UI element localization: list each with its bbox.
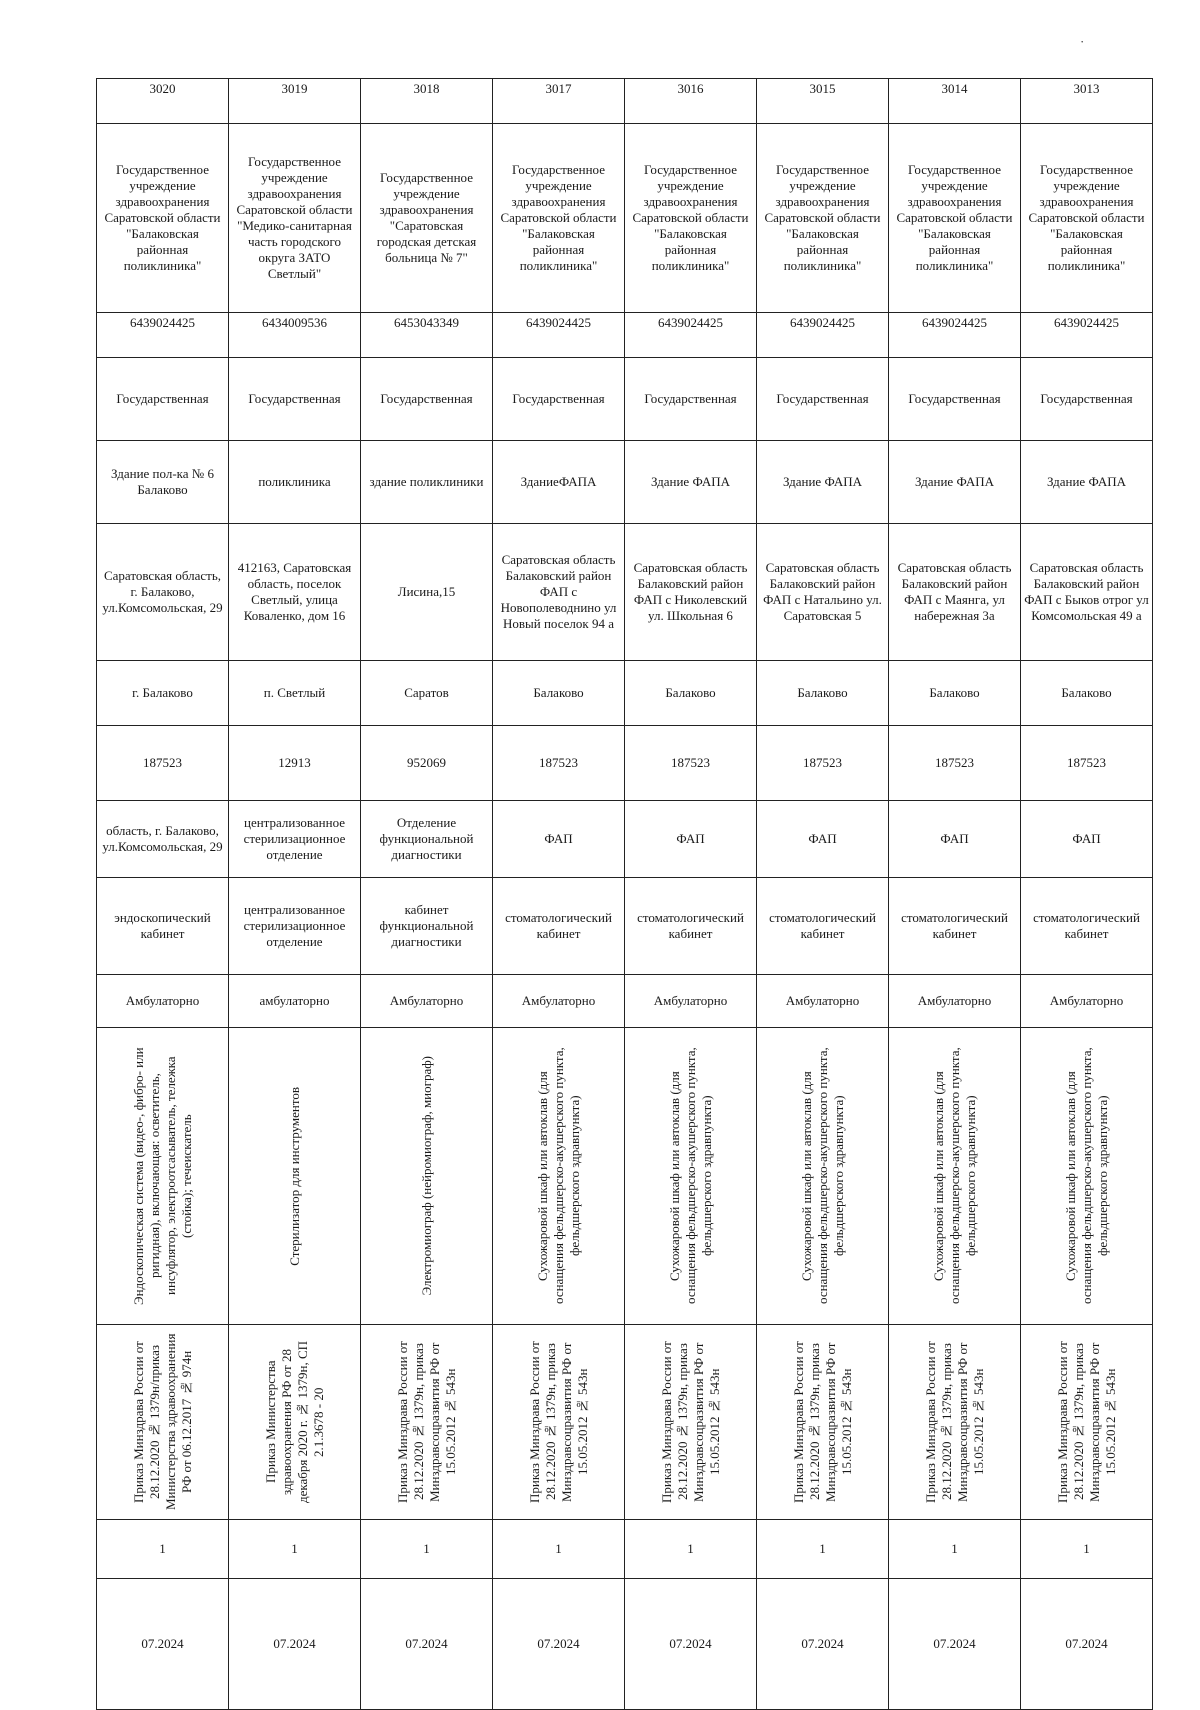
- rotated-text-wrapper: [232, 1327, 357, 1517]
- cell-settlement: г. Балаково: [97, 661, 229, 726]
- cell-address: Саратовская область Балаковский район ФАП с Натальино ул. Саратовская 5: [757, 524, 889, 661]
- cell-room: стоматологический кабинет: [757, 878, 889, 975]
- cell-quantity: 1: [361, 1520, 493, 1579]
- cell-text: Приказ Минздрава России от 28.12.2020 № 1379н, приказ Минздравсоцразвития РФ от 15.05.2012 № 543н: [922, 1341, 986, 1503]
- cell-inn: 6439024425: [757, 313, 889, 358]
- cell-ownership: Государственная: [493, 358, 625, 441]
- cell-text: Сухожаровой шкаф или автоклав (для оснащения фельдшерско-акушерского пункта, фельдшерского здравпункта): [534, 1047, 582, 1305]
- cell-equipment: [1021, 1028, 1153, 1325]
- cell-organization: Государственное учреждение здравоохранения Саратовской области "Балаковская районная поликлиника": [1021, 124, 1153, 313]
- cell-date: 07.2024: [97, 1579, 229, 1710]
- rotated-text-wrapper: [232, 1030, 357, 1322]
- cell-quantity: 1: [1021, 1520, 1153, 1579]
- cell-number: 3014: [889, 79, 1021, 124]
- rotated-text-wrapper: [760, 1030, 885, 1322]
- cell-text: Сухожаровой шкаф или автоклав (для оснащения фельдшерско-акушерского пункта, фельдшерского здравпункта): [930, 1047, 978, 1305]
- cell-care-type: Амбулаторно: [625, 975, 757, 1028]
- cell-number: 3013: [1021, 79, 1153, 124]
- cell-inn: 6434009536: [229, 313, 361, 358]
- cell-number: 3018: [361, 79, 493, 124]
- cell-settlement: Балаково: [1021, 661, 1153, 726]
- cell-text: Сухожаровой шкаф или автоклав (для оснащения фельдшерско-акушерского пункта, фельдшерского здравпункта): [666, 1047, 714, 1305]
- cell-text: Сухожаровой шкаф или автоклав (для оснащения фельдшерско-акушерского пункта, фельдшерского здравпункта): [1062, 1047, 1110, 1305]
- cell-text: Сухожаровой шкаф или автоклав (для оснащения фельдшерско-акушерского пункта, фельдшерского здравпункта): [798, 1047, 846, 1305]
- cell-building: ЗданиеФАПА: [493, 441, 625, 524]
- cell-population: 187523: [625, 726, 757, 801]
- cell-address: Саратовская область Балаковский район ФАП с Быков отрог ул Комсомольская 49 а: [1021, 524, 1153, 661]
- rotated-text-wrapper: [628, 1327, 753, 1517]
- cell-number: 3017: [493, 79, 625, 124]
- cell-regulation: [97, 1325, 229, 1520]
- cell-care-type: Амбулаторно: [493, 975, 625, 1028]
- table-row: [97, 124, 1153, 313]
- cell-inn: 6453043349: [361, 313, 493, 358]
- cell-settlement: Балаково: [493, 661, 625, 726]
- table-row: [97, 878, 1153, 975]
- cell-equipment: [757, 1028, 889, 1325]
- cell-population: 187523: [757, 726, 889, 801]
- cell-room: кабинет функциональной диагностики: [361, 878, 493, 975]
- cell-ownership: Государственная: [889, 358, 1021, 441]
- cell-inn: 6439024425: [493, 313, 625, 358]
- cell-population: 187523: [493, 726, 625, 801]
- cell-number: 3015: [757, 79, 889, 124]
- cell-room: стоматологический кабинет: [493, 878, 625, 975]
- cell-building: Здание пол-ка № 6 Балаково: [97, 441, 229, 524]
- cell-quantity: 1: [889, 1520, 1021, 1579]
- cell-text: Приказ Минздрава России от 28.12.2020 № 1379н, приказ Минздравсоцразвития РФ от 15.05.2012 № 543н: [1054, 1341, 1118, 1503]
- cell-ownership: Государственная: [1021, 358, 1153, 441]
- cell-inn: 6439024425: [625, 313, 757, 358]
- table-body: [97, 79, 1153, 1710]
- table-row: [97, 313, 1153, 358]
- cell-quantity: 1: [625, 1520, 757, 1579]
- rotated-text-wrapper: [496, 1030, 621, 1322]
- cell-quantity: 1: [493, 1520, 625, 1579]
- rotated-text-wrapper: [628, 1030, 753, 1322]
- cell-date: 07.2024: [493, 1579, 625, 1710]
- cell-text: Приказ Минздрава России от 28.12.2020 № 1379н, приказ Минздравсоцразвития РФ от 15.05.2012 № 543н: [394, 1341, 458, 1503]
- cell-ownership: Государственная: [97, 358, 229, 441]
- cell-equipment: [889, 1028, 1021, 1325]
- cell-date: 07.2024: [229, 1579, 361, 1710]
- cell-address: 412163, Саратовская область, поселок Светлый, улица Коваленко, дом 16: [229, 524, 361, 661]
- cell-address: Саратовская область Балаковский район ФАП с Николевский ул. Школьная 6: [625, 524, 757, 661]
- cell-building: поликлиника: [229, 441, 361, 524]
- cell-population: 12913: [229, 726, 361, 801]
- rotated-text-wrapper: [892, 1030, 1017, 1322]
- cell-organization: Государственное учреждение здравоохранения Саратовской области "Медико-санитарная часть городского округа ЗАТО Светлый": [229, 124, 361, 313]
- cell-number: 3020: [97, 79, 229, 124]
- cell-date: 07.2024: [889, 1579, 1021, 1710]
- cell-care-type: Амбулаторно: [1021, 975, 1153, 1028]
- cell-ownership: Государственная: [361, 358, 493, 441]
- cell-room: стоматологический кабинет: [625, 878, 757, 975]
- cell-department: ФАП: [1021, 801, 1153, 878]
- cell-regulation: [361, 1325, 493, 1520]
- cell-date: 07.2024: [625, 1579, 757, 1710]
- cell-quantity: 1: [97, 1520, 229, 1579]
- cell-settlement: Балаково: [757, 661, 889, 726]
- cell-ownership: Государственная: [625, 358, 757, 441]
- cell-room: стоматологический кабинет: [1021, 878, 1153, 975]
- table-row: [97, 524, 1153, 661]
- cell-quantity: 1: [757, 1520, 889, 1579]
- cell-text: Приказ Минздрава России от 28.12.2020 № 1379н, приказ Минздравсоцразвития РФ от 15.05.2012 № 543н: [658, 1341, 722, 1503]
- cell-care-type: Амбулаторно: [889, 975, 1021, 1028]
- cell-address: Лисина,15: [361, 524, 493, 661]
- equipment-table: [96, 78, 1153, 1710]
- table-row: [97, 358, 1153, 441]
- cell-regulation: [757, 1325, 889, 1520]
- cell-room: централизованное стерилизационное отделение: [229, 878, 361, 975]
- cell-text: Приказ Минздрава России от 28.12.2020 № 1379н, приказ Минздравсоцразвития РФ от 15.05.2012 № 543н: [526, 1341, 590, 1503]
- cell-building: Здание ФАПА: [1021, 441, 1153, 524]
- cell-ownership: Государственная: [229, 358, 361, 441]
- cell-equipment: [229, 1028, 361, 1325]
- table-row: [97, 726, 1153, 801]
- table-row: [97, 441, 1153, 524]
- cell-regulation: [625, 1325, 757, 1520]
- rotated-text-wrapper: [100, 1327, 225, 1517]
- cell-settlement: Балаково: [889, 661, 1021, 726]
- cell-settlement: Балаково: [625, 661, 757, 726]
- cell-department: ФАП: [493, 801, 625, 878]
- cell-number: 3016: [625, 79, 757, 124]
- cell-regulation: [889, 1325, 1021, 1520]
- cell-department: ФАП: [757, 801, 889, 878]
- cell-building: Здание ФАПА: [889, 441, 1021, 524]
- cell-date: 07.2024: [757, 1579, 889, 1710]
- cell-room: стоматологический кабинет: [889, 878, 1021, 975]
- cell-organization: Государственное учреждение здравоохранения Саратовской области "Балаковская районная поликлиника": [97, 124, 229, 313]
- cell-population: 952069: [361, 726, 493, 801]
- cell-population: 187523: [1021, 726, 1153, 801]
- cell-population: 187523: [97, 726, 229, 801]
- table-row: [97, 975, 1153, 1028]
- cell-organization: Государственное учреждение здравоохранения Саратовской области "Балаковская районная поликлиника": [889, 124, 1021, 313]
- cell-inn: 6439024425: [889, 313, 1021, 358]
- cell-inn: 6439024425: [1021, 313, 1153, 358]
- cell-building: Здание ФАПА: [625, 441, 757, 524]
- cell-department: область, г. Балаково, ул.Комсомольская, 29: [97, 801, 229, 878]
- cell-room: эндоскопический кабинет: [97, 878, 229, 975]
- cell-equipment: [97, 1028, 229, 1325]
- rotated-text-wrapper: [364, 1030, 489, 1322]
- table-row: [97, 1579, 1153, 1710]
- cell-building: здание поликлиники: [361, 441, 493, 524]
- cell-settlement: п. Светлый: [229, 661, 361, 726]
- cell-care-type: Амбулаторно: [361, 975, 493, 1028]
- cell-equipment: [625, 1028, 757, 1325]
- rotated-text-wrapper: [364, 1327, 489, 1517]
- cell-organization: Государственное учреждение здравоохранения Саратовской области "Балаковская районная поликлиника": [757, 124, 889, 313]
- cell-regulation: [493, 1325, 625, 1520]
- cell-organization: Государственное учреждение здравоохранения "Саратовская городская детская больница № 7": [361, 124, 493, 313]
- rotated-text-wrapper: [760, 1327, 885, 1517]
- cell-equipment: [361, 1028, 493, 1325]
- cell-address: Саратовская область Балаковский район ФАП с Новополеводнино ул Новый поселок 94 а: [493, 524, 625, 661]
- rotated-text-wrapper: [1024, 1030, 1149, 1322]
- cell-date: 07.2024: [1021, 1579, 1153, 1710]
- cell-population: 187523: [889, 726, 1021, 801]
- cell-regulation: [1021, 1325, 1153, 1520]
- rotated-text-wrapper: [892, 1327, 1017, 1517]
- cell-text: Приказ Минздрава России от 28.12.2020 № 1379н, приказ Минздравсоцразвития РФ от 15.05.2012 № 543н: [790, 1341, 854, 1503]
- table-row: [97, 1028, 1153, 1325]
- cell-date: 07.2024: [361, 1579, 493, 1710]
- cell-address: Саратовская область, г. Балаково, ул.Комсомольская, 29: [97, 524, 229, 661]
- rotated-text-wrapper: [1024, 1327, 1149, 1517]
- cell-inn: 6439024425: [97, 313, 229, 358]
- rotated-text-wrapper: [496, 1327, 621, 1517]
- cell-number: 3019: [229, 79, 361, 124]
- cell-department: ФАП: [625, 801, 757, 878]
- cell-care-type: Амбулаторно: [97, 975, 229, 1028]
- table-row: [97, 1520, 1153, 1579]
- table-row: [97, 79, 1153, 124]
- cell-text: Приказ Министерства здравоохранения РФ от 28 декабря 2020 г. № 1379н, СП 2.1.3678 - 20: [262, 1341, 326, 1503]
- corner-mark: ·: [1080, 34, 1085, 49]
- cell-building: Здание ФАПА: [757, 441, 889, 524]
- cell-regulation: [229, 1325, 361, 1520]
- table-row: [97, 1325, 1153, 1520]
- cell-ownership: Государственная: [757, 358, 889, 441]
- cell-text: Электромиограф (нейромиограф, миограф): [418, 1056, 434, 1296]
- cell-address: Саратовская область Балаковский район ФАП с Маянга, ул набережная 3а: [889, 524, 1021, 661]
- cell-department: централизованное стерилизационное отделение: [229, 801, 361, 878]
- cell-text: Приказ Минздрава России от 28.12.2020 № 1379н/приказ Министерства здравоохранения РФ от 06.12.2017 № 974н: [130, 1333, 194, 1511]
- cell-equipment: [493, 1028, 625, 1325]
- table-row: [97, 801, 1153, 878]
- cell-care-type: Амбулаторно: [757, 975, 889, 1028]
- cell-organization: Государственное учреждение здравоохранения Саратовской области "Балаковская районная поликлиника": [625, 124, 757, 313]
- cell-quantity: 1: [229, 1520, 361, 1579]
- cell-department: Отделение функциональной диагностики: [361, 801, 493, 878]
- cell-care-type: амбулаторно: [229, 975, 361, 1028]
- cell-text: Эндоскопическая система (видео-, фибро- или ригидная), включающая: осветитель, инсуфлятор, электроотсасыватель, тележка (стойка); течеискатель: [130, 1047, 194, 1305]
- rotated-text-wrapper: [100, 1030, 225, 1322]
- cell-text: Стерилизатор для инструментов: [286, 1086, 302, 1266]
- table-row: [97, 661, 1153, 726]
- cell-organization: Государственное учреждение здравоохранения Саратовской области "Балаковская районная поликлиника": [493, 124, 625, 313]
- cell-department: ФАП: [889, 801, 1021, 878]
- cell-settlement: Саратов: [361, 661, 493, 726]
